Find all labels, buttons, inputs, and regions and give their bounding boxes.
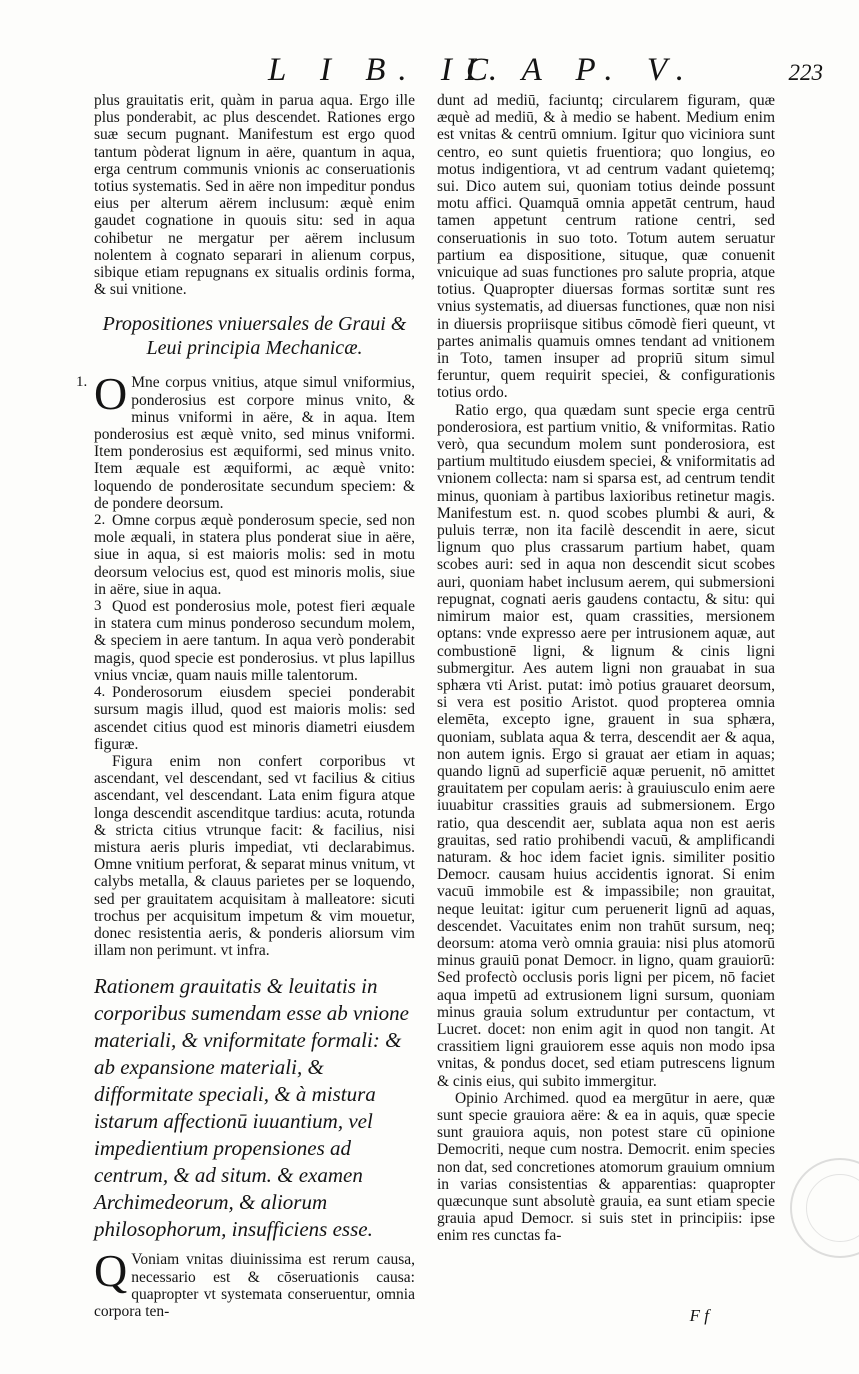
drop-capital: Q bbox=[94, 1245, 128, 1297]
right-column bbox=[437, 92, 775, 1245]
library-stamp bbox=[790, 1158, 859, 1258]
continued-paragraph: dunt ad mediū, faciuntq; circularem figuram, quæ æquè ad mediū, & à medio se habent. Medium enim est vnitas & centrū omnium. Igitur quo viciniora sunt centro, eo sunt quietis fruentiora; quo longius, eo motus indigentiora, vt ad centrum vadant quietemq; sui. Dico autem sui, quoniam totius deinde possunt motu affici. Quamquā omnia appetāt centrum, haud tamen appetunt centrum ratione centri, sed conseruationis in suo toto. Totum autem seruatur partium ea dispositione, situque, quæ conuenit vnicuique ad suas functiones pro salute propria, atque totius. Quapropter diuersas formas sortitæ sunt res vnius systematis, ad diuersas functiones, quæ non nisi in diuersis propriisque sitibus cōmodè fieri queunt, vt partes animalis quamuis omnes tendant ad vnitionem in Toto, tamen insuper ad propriū situm simul feruntur, quem requirit speciei, & configurationis totius ordo. bbox=[437, 92, 775, 402]
archimedes-paragraph: Opinio Archimed. quod ea mergūtur in aere, quæ sunt specie grauiora aëre: & ea in aquis, quæ specie sunt grauiora aquis, non potest stare cū opinione Democriti, neque cum nostra. Democrit. enim species non dat, sed concretiones atomorum grauium omnium in varias consistentias & apparentias: quapropter quæcunque sunt absolutè grauia, ea sunt etiam specie grauia apud Democr. si suis stet in principiis: ipse enim res cunctas fa- bbox=[437, 1089, 775, 1245]
stamp-inner-ring bbox=[806, 1174, 859, 1242]
section-heading-ratio: Rationem grauitatis & leuitatis in corporibus sumendam esse ab vnione materiali, & vniformitate formali: & ab expansione materiali, & difformitate speciali, & à mistura istarum affectionū iuuantium, vel impedientium propensiones ad centrum, & ad situm. & examen Archimedeorum, & aliorum philosophorum, insufficiens esse. bbox=[94, 974, 409, 1242]
figura-paragraph: Figura enim non confert corporibus vt ascendant, vel descendant, sed vt facilius & citius ascendant, vel descendant. Lata enim figura atque longa descendit ascenditque tardius: acuta, rotunda & stricta citius vtrunque facit: & facilius, nisi mistura aeris pluris impediat, vti declarabimus. Omne vnitium perforat, & separat minus vnitum, vt calybs metalla, & clauus parietes per se loquendo, sed per grauitatem acquisitam à malleatore: sicuti trochus per acquisitum impetum & vim mouetur, donec resistentia aeris, & ponderis aliorsum vim illam non perimunt. vt infra. bbox=[94, 752, 415, 960]
intro-paragraph: plus grauitatis erit, quàm in parua aqua. Ergo ille plus ponderabit, ac plus descendet. Rationes ergo suæ secum pugnant. Manifestum est ergo quod tantum pòderat lignum in aëre, quantum in aqua, erga centrum communis vnionis ac conseruationis totius systematis. Sed in aëre non impeditur pondus eius per alterum aërem inclusum: æquè enim gaudet cognatione in quouis situ: sed in aqua cohibetur ne mergatur per aërem inclusum nolentem à cognato separari in alienum corpus, sibique etiam repugnans ex situalis ordinis forma, & sui vnitione. bbox=[94, 92, 415, 299]
proposition-number: 4. bbox=[94, 684, 106, 701]
quoniam-paragraph bbox=[94, 1245, 415, 1320]
proposition-2 bbox=[94, 512, 415, 598]
drop-capital: O bbox=[94, 368, 128, 420]
proposition-1 bbox=[76, 368, 415, 512]
proposition-number: 2. bbox=[94, 512, 106, 529]
ratio-paragraph: Ratio ergo, qua quædam sunt specie erga centrū ponderosiora, est partium vnitio, & vniformitas. Ratio verò, qua secundum molem sunt ponderosiora, est partium multitudo eiusdem speciei, & vniformitatis ad vnionem collecta: nam si sparsa est, ad centrum tendit minus, quoniam à partibus laxioribus retinetur magis. Manifestum est. n. quod scobes plumbi & auri, & puluis terræ, non ita facilè descendit in aere, sicut lignum quo plus crassarum partium habet, quam scobes auri: sed in aqua non descendit sicut scobes auri, quoniam habet inclusum aerem, qui submersioni repugnat, cognati aeris gaudens contactu, & situ: qui nimirum maior est, quam crassities, mersionem optans: vnde expresso aere per intrusionem aquæ, aut combustionē ligni, & lignum & cinis ligni submergitur. Aes autem ligni non grauabat in sua sphæra vti Arist. putat: imò potius grauaret deorsum, si vera est positio Aristot. quod propterea omnia elemēta, excepto igne, grauent in sua sphæra, quoniam, sublata aqua & terra, descendit aer & aqua, non autem ignis. Ergo si grauat aer etiam in aquas; quando lignū ad superficiē aquæ peruenit, nō amittet grauitatem per copulam aeris: à grauiusculo enim aere iuuabitur crassities grauis ad submersionem. Ergo ratio, qua descendit aer, sublata aqua non est aeris grauitas, sed ratio prohibendi vacuū, & amplificandi naturam. & hoc idem faciet ignis. similiter positio Democr. causam huius accidentis ignorat. Si enim vacuū immobile est & impassibile; non grauitat, neque leuitat: igitur cum peruenerit lignū ad aquas, descendet. Vacuitates enim non trahūt sursum, neq; deorsum: atoma verò omnia grauia: nisi plus atomorū minus grauiū ponat Democr. in ligno, quam grauiorū: Sed profectò occlusis poris ligni per picem, nō faciet aqua impetū ad extrusionem ligni sursum, quoniam minus grauia solum extruduntur per contactum, vt Lucret. docet: non enim agit in quod non tangit. At crassitiem ligni grauiorem esse aquis non modo ipsa vnitas, & pondus docet, sed etiam putrescens lignum & cinis eius, qui subito immergitur. bbox=[437, 401, 775, 1090]
proposition-number: 3 bbox=[94, 598, 102, 615]
running-head-chapter: C A P. V. bbox=[466, 52, 698, 88]
proposition-text: Mne corpus vnitius, atque simul vniformius, ponderosius est corpore minus vnito, & minus vniformi in aëre, & in aqua. Item ponderosius est æquè vnito, sed minus vniformi. Item ponderosius est æquiformi, sed minus vnito. Item æquale est æquiformi, ac æquè vnito: loquendo de ponderositate secundum speciem: & de pondere deorsum. bbox=[94, 374, 415, 512]
proposition-text: Omne corpus æquè ponderosum specie, sed non mole æquali, in statera plus ponderat siue in aëre, siue in aqua, si est maioris molis: sed in motu deorsum velocius est, quod est minoris molis, siue in aëre, siue in aqua. bbox=[94, 512, 415, 598]
proposition-3 bbox=[94, 598, 415, 684]
left-column bbox=[76, 92, 415, 1320]
running-head-book: L I B. II. bbox=[268, 52, 511, 88]
proposition-text: Quod est ponderosius mole, potest fieri æquale in statera cum minus ponderoso secundum molem, & speciem in aere tantum. In aqua verò ponderabit magis, quod specie est ponderosius. vt plus lapillus vnius vnciæ, quam nauis mille talentorum. bbox=[94, 598, 415, 684]
proposition-text: Ponderosorum eiusdem speciei ponderabit sursum magis illud, quod est maioris molis: sed ascendet citius quod est minoris diametri eiusdem figuræ. bbox=[94, 684, 415, 753]
proposition-number: 1. bbox=[76, 374, 88, 391]
section-heading-propositions: Propositiones vniuersales de Graui & Leui principia Mechanicæ. bbox=[102, 313, 407, 360]
signature-mark: F f bbox=[689, 1306, 709, 1325]
page-number: 223 bbox=[788, 60, 823, 85]
proposition-4 bbox=[94, 684, 415, 753]
paragraph-text: Voniam vnitas diuinissima est rerum causa, necessario est & cōseruationis causa: quapropter vt systemata conseruentur, omnia corpora ten- bbox=[94, 1251, 415, 1320]
